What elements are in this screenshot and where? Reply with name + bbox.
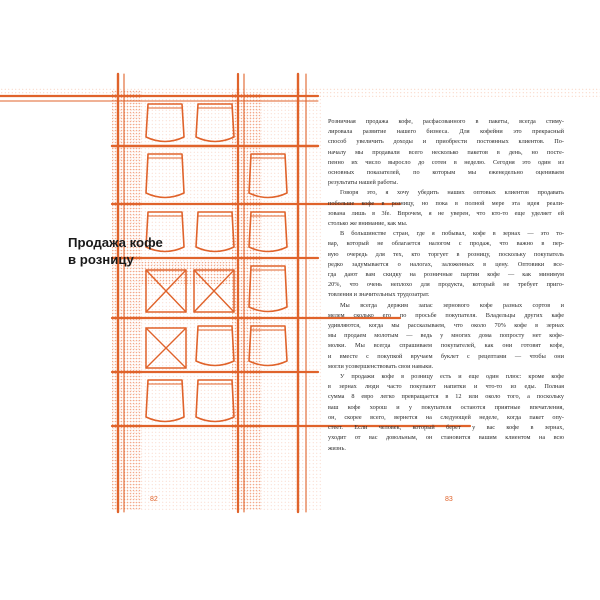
text-line: В большинстве стран, где я побывал, кофе в зернах — это то- <box>340 230 564 238</box>
text-line: редко задумывается о налогах, заложенных в цену. Оптовики все- <box>328 260 564 268</box>
text-line: и вместе с покупкой вручаем буклет с рецептами — чтобы они <box>328 352 564 360</box>
heading-line-2: в розницу <box>68 252 134 267</box>
text-line: могли усовершенствовать свои навыки. <box>328 362 434 370</box>
text-line: уходит от вас довольным, он становится вашим клиентом на всю <box>328 434 564 442</box>
text-line: Розничная продажа кофе, расфасованного в пакеты, всегда стиму- <box>328 118 564 125</box>
text-line: основных показателей, по которым мы еженедельно оцениваем <box>328 169 564 177</box>
text-line: в зернах люди часто покупают напитки и что-то из еды. Полная <box>328 383 564 391</box>
text-line: товления и значительных трудозатрат. <box>328 291 430 299</box>
text-line: мелем сколько его по просьбе покупателя. Владельцы других кафе <box>328 311 564 319</box>
text-line: сумма 8 евро легко превращается в 12 или около того, а поскольку <box>328 393 564 401</box>
text-line: побольше кофе в розницу, но пока в полной мере эта идея реали- <box>328 199 564 207</box>
text-line: началу мы продавали всего несколько пакетов в день, но постe- <box>328 148 564 156</box>
text-line: столько же внимание, как мы. <box>328 220 408 228</box>
text-line: гда дают вам скидку на розничные партии кофе — как минимум <box>328 271 564 279</box>
text-line: удивляются, когда мы рассказываем, что около 70% кофе в зернах <box>328 322 564 330</box>
text-line: результаты нашей работы. <box>328 179 399 187</box>
text-line: пенно их число выросло до сотен в неделю. Сегодня это один из <box>328 158 564 166</box>
section-heading <box>68 234 208 268</box>
body-text <box>328 117 564 454</box>
page-number-left: 82 <box>150 496 158 503</box>
text-line: он, скорее всего, вернется на следующей неделе, когда пакет опу- <box>328 413 564 421</box>
text-line: способ увеличить доходы и приобрести постоянных клиентов. По- <box>328 138 564 146</box>
page-number-right: 83 <box>445 496 453 503</box>
text-line: мы продаем молотым — ведь у многих дома попросту нет кофе- <box>328 332 564 340</box>
text-line: У продажи кофе в розницу есть и еще один плюс: кроме кофе <box>340 373 564 381</box>
text-line: вую очередь для тех, кто торгует в розницу, поскольку покупатель <box>328 250 564 258</box>
text-line: 20%, что очень неплохо для продукта, который не требует приго- <box>328 281 564 289</box>
text-line: молки. Мы всегда спрашиваем покупателей, как они готовят кофе, <box>328 342 564 350</box>
heading-line-1: Продажа кофе <box>68 235 163 250</box>
text-line: Говоря это, я хочу убедить наших оптовых клиентов продавать <box>340 189 564 197</box>
text-line: ваш кофе хорош и у покупателя остаются приятные впечатления, <box>328 403 564 411</box>
text-line: жизнь. <box>328 444 346 452</box>
text-line: стеет. Если человек, который берет у вас кофе в зернах, <box>328 424 564 432</box>
text-line: зована лишь в 3fe. Впрочем, я не уверен, что кто-то еще уделяет ей <box>328 209 564 217</box>
text-line: Мы всегда держим запас зернового кофе разных сортов и <box>340 301 564 309</box>
text-line: лировала развитие нашего бизнеса. Для кофейни это прекрасный <box>328 128 564 136</box>
text-line: вар, который не облагается налогом с продаж, что важно в пер- <box>328 240 564 248</box>
